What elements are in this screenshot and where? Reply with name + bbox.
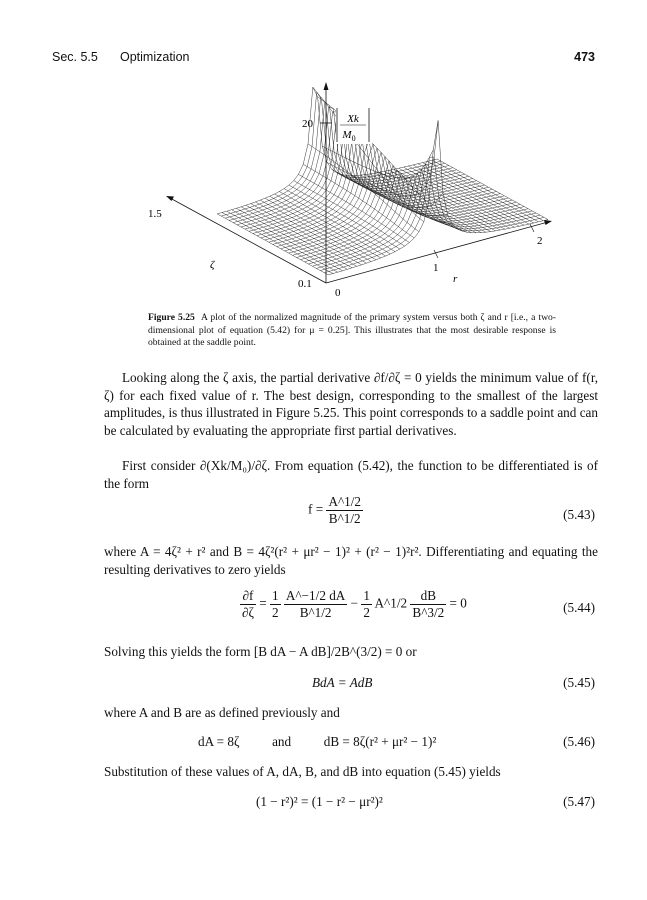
equation-5-46 — [198, 734, 436, 750]
z-axis-arrow — [324, 82, 329, 90]
eq546-left: dA = 8ζ — [198, 734, 240, 749]
zeta-min-label: 0.1 — [298, 278, 312, 290]
paragraph-1: Looking along the ζ axis, the partial derivative ∂f/∂ζ = 0 yields the minimum value of f(r, ζ) for each fixed value of r. The best design, corresponding to the smallest of the largest amplitudes, is thus illustrated in Figure 5.25. This point corresponds to a saddle point and can be calculated by evaluating the appropriate first partial derivatives. — [104, 370, 598, 438]
mesh-line-zeta — [304, 177, 524, 262]
page-number: 473 — [574, 50, 595, 64]
section-number: Sec. 5.5 — [52, 50, 98, 64]
paragraph-3: where A = 4ζ² + r² and B = 4ζ²(r² + μr² − 1)² + (r² − 1)²r². Differentiating and equating the resulting derivatives to zero yields — [104, 544, 598, 577]
eq-number-5-47: (5.47) — [563, 794, 595, 809]
eq546-right: dB = 8ζ(r² + μr² − 1)² — [323, 734, 437, 749]
z-tick-label: 20 — [302, 118, 313, 130]
eq544-t2-mid: A^1/2 — [374, 595, 408, 611]
eq-number-5-44: (5.44) — [563, 600, 595, 615]
eq544-t2-den: B^3/2 — [412, 605, 445, 620]
mesh-line-r — [227, 211, 338, 272]
eq543-numerator: A^1/2 — [328, 494, 362, 509]
eq546-and: and — [272, 734, 292, 749]
eq544-minus: − — [350, 595, 359, 611]
mesh-line-zeta — [301, 174, 521, 259]
section-title: Optimization — [120, 50, 190, 64]
eq-number-5-46: (5.46) — [563, 734, 595, 749]
mesh-line-r — [217, 214, 328, 275]
eq544-rhs: = 0 — [449, 595, 467, 611]
eq544-lhs-num: ∂f — [240, 588, 256, 605]
paragraph-6: Substitution of these values of A, dA, B, and dB into equation (5.45) yields — [104, 764, 501, 779]
eq543-lhs: f = — [308, 501, 324, 517]
eq543-denominator: B^1/2 — [328, 511, 361, 526]
paragraph-5: where A and B are as defined previously and — [104, 705, 340, 720]
eq-number-5-43: (5.43) — [563, 507, 595, 522]
r-one-label: 1 — [433, 262, 439, 274]
eq544-t1-coef-num: 1 — [272, 588, 279, 603]
caption-text: A plot of the normalized magnitude of the primary system versus both ζ and r [i.e., a two-dimensional plot of equation (5.42) for μ = 0.25]. This illustrates that the most desirable response is obtained at the saddle point. — [148, 312, 556, 349]
eq544-t1-coef-den: 2 — [272, 605, 279, 620]
r-tick-2 — [530, 224, 534, 232]
eq544-t2-coef-den: 2 — [363, 605, 370, 620]
equation-5-44: $\frac{\partial f}{\partial\zeta}$ = $\frac{1}{2}$ $\frac{A\^{}-1/2 dA}{B\^{}1/2}$ − $\frac{1}{2}$ A^1/2 $\frac{dB}{B\^{}3/2}$ = 0 — [242, 588, 467, 620]
z-label-denominator: $M_0$ — [342, 129, 356, 143]
paragraph-2: First consider ∂(Xk/M₀)/∂ζ. From equation (5.42), the function to be differentiated is of the form — [104, 458, 598, 491]
mesh-line-r — [318, 97, 429, 203]
r-axis-label: r — [453, 273, 458, 285]
eq544-t2-coef-num: 1 — [363, 588, 370, 603]
caption-label: Figure 5.25 — [148, 312, 195, 323]
r-two-label: 2 — [537, 235, 543, 247]
eq544-t1-den: B^1/2 — [299, 605, 332, 620]
zeta-axis-arrow — [166, 196, 174, 201]
surface-plot-figure — [140, 78, 560, 303]
eq544-t2-num: dB — [410, 588, 446, 605]
mesh-line-zeta — [285, 157, 505, 251]
z-label-numerator: Xk — [347, 113, 359, 125]
zeta-axis-label: ζ — [210, 259, 215, 271]
mesh-line-r — [251, 204, 362, 265]
eq-number-5-45: (5.45) — [563, 675, 595, 690]
mesh-line-zeta — [308, 176, 528, 264]
zeta-tick-label: 1.5 — [148, 208, 162, 220]
r-tick-1 — [434, 250, 438, 258]
equation-5-43 — [308, 494, 363, 527]
surface-mesh — [217, 87, 548, 275]
mesh-line-r — [298, 174, 409, 242]
paragraph-4: Solving this yields the form [B dA − A dB]/2B^(3/2) = 0 or — [104, 644, 417, 659]
eq544-lhs-den: ∂ζ — [242, 605, 254, 620]
r-zero-label: 0 — [335, 287, 341, 299]
equation-5-47: (1 − r²)² = (1 − r² − μr²)² — [256, 794, 383, 809]
equation-5-45: BdA = AdB — [312, 675, 373, 690]
eq544-t1-num: A^−1/2 dA — [285, 588, 346, 603]
r-axis-arrow — [544, 220, 552, 225]
figure-caption — [148, 312, 556, 350]
